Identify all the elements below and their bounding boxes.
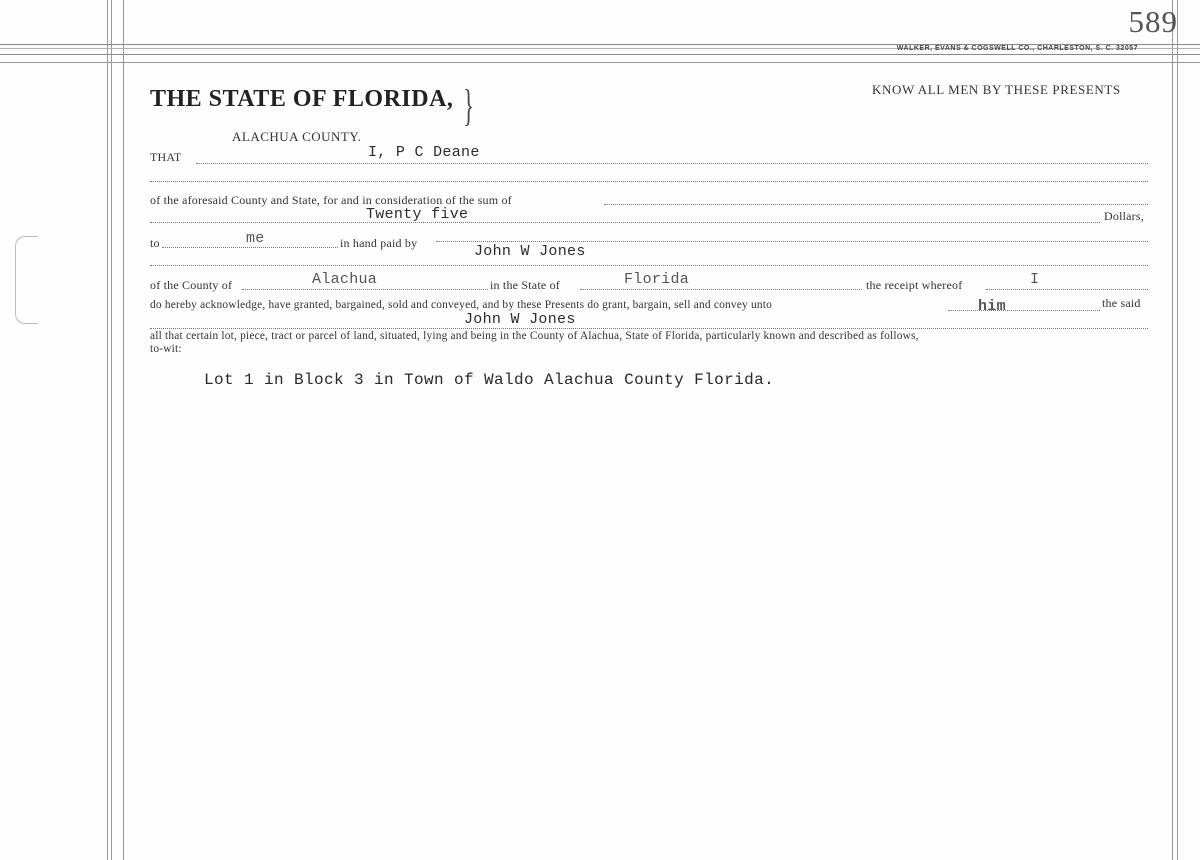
state-of-label: in the State of [490, 278, 560, 292]
county-of-label: of the County of [150, 278, 233, 292]
binder-hole-mark [15, 236, 38, 324]
state-title: THE STATE OF FLORIDA, [150, 86, 454, 112]
consideration-line [604, 204, 1148, 205]
brace-mark: } [463, 81, 474, 130]
margin-rule-right [1172, 0, 1173, 860]
dollars-label: Dollars, [1104, 209, 1144, 223]
paid-by-label: in hand paid by [340, 236, 418, 250]
blank-line-2 [150, 265, 1148, 266]
land-description-text: all that certain lot, piece, tract or parcel of land, situated, lying and being in the County of Alachua, State of Florida, particularly known and described as follows, [150, 330, 919, 342]
to-wit-label: to-wit: [150, 343, 182, 355]
legal-description: Lot 1 in Block 3 in Town of Waldo Alachua County Florida. [204, 371, 775, 389]
county-heading: ALACHUA COUNTY. [232, 129, 362, 144]
margin-rule-left-inner [123, 0, 124, 860]
the-said-label: the said [1102, 296, 1141, 310]
sum-line [150, 222, 1100, 223]
margin-rule-left-outer [107, 0, 108, 860]
header-rule-3 [0, 54, 1200, 55]
blank-line-1 [150, 181, 1148, 182]
grantee-pronoun-line [948, 310, 1100, 311]
grantee-line [150, 328, 1148, 329]
to-value: me [246, 230, 265, 247]
county-of-value: Alachua [312, 271, 378, 288]
receipt-label: the receipt whereof [866, 278, 963, 292]
grantee-value: John W Jones [464, 311, 576, 328]
header-rule-4 [0, 62, 1200, 63]
county-of-line [242, 289, 488, 290]
page-number: 589 [1128, 4, 1178, 39]
know-all-men-heading: KNOW ALL MEN BY THESE PRESENTS [872, 82, 1121, 97]
grantor-line [196, 163, 1148, 164]
printer-imprint: WALKER, EVANS & COGSWELL CO., CHARLESTON, S. C. 32057 [896, 45, 1138, 52]
state-of-line [580, 289, 862, 290]
consideration-label: of the aforesaid County and State, for and in consideration of the sum of [150, 193, 512, 207]
that-label: THAT [150, 150, 182, 164]
payer-line [436, 241, 1148, 242]
to-line [162, 247, 338, 248]
receipt-line [986, 289, 1148, 290]
acknowledge-text: do hereby acknowledge, have granted, bargained, sold and conveyed, and by these Presents do grant, bargain, sell and convey unto [150, 299, 773, 311]
state-of-value: Florida [624, 271, 690, 288]
receipt-value: I [1030, 271, 1040, 288]
margin-rule-left-mid [111, 0, 112, 860]
margin-rule-right-outer [1177, 0, 1178, 860]
payer-value: John W Jones [474, 243, 586, 260]
grantee-pronoun: him [978, 298, 1006, 315]
to-label: to [150, 236, 160, 250]
grantor-value: I, P C Deane [368, 144, 480, 161]
sum-value: Twenty five [366, 206, 469, 223]
